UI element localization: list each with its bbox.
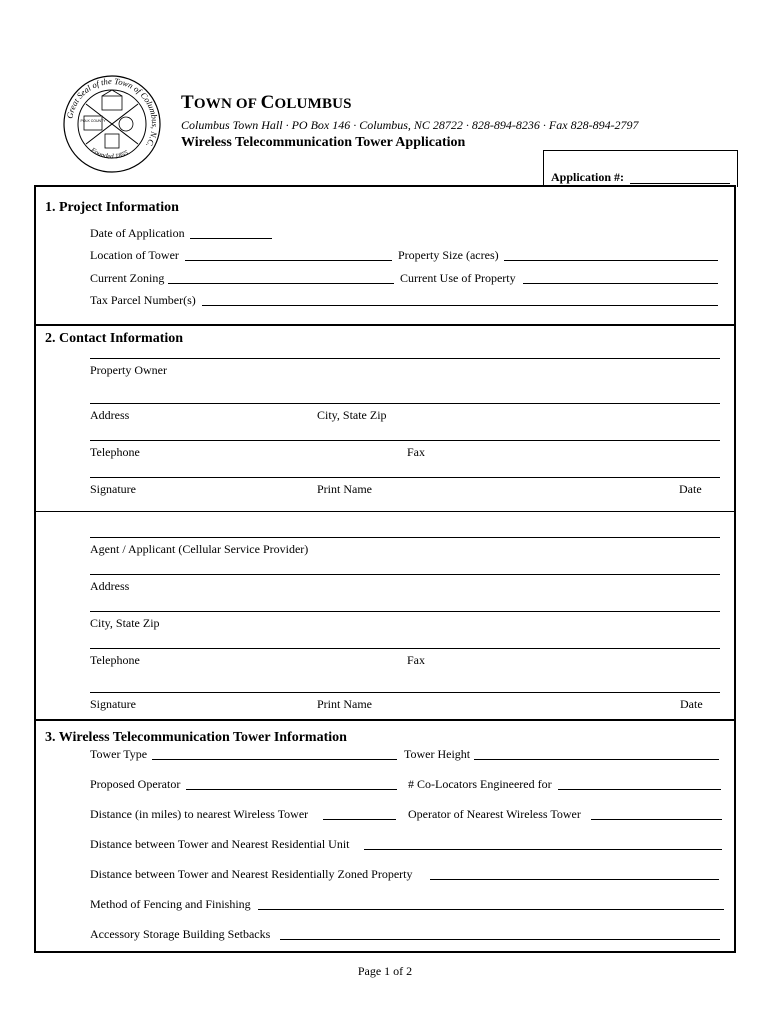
svg-text:POLK COUNTY: POLK COUNTY (80, 119, 106, 123)
owner-signature-label: Signature (90, 482, 136, 496)
current-use-field[interactable] (523, 283, 718, 284)
agent-signature-field[interactable] (90, 692, 720, 693)
application-number-label: Application #: (551, 170, 625, 184)
svg-text:Founded 1855: Founded 1855 (89, 145, 130, 161)
distance-nearest-tower-label: Distance (in miles) to nearest Wireless Tower (90, 807, 309, 821)
distance-nearest-tower-field[interactable] (323, 819, 396, 820)
current-zoning-label: Current Zoning (90, 271, 165, 285)
co-locators-field[interactable] (558, 789, 721, 790)
agent-city-state-zip-field[interactable] (90, 611, 720, 612)
co-locators-label: # Co-Locators Engineered for (408, 777, 552, 791)
agent-city-state-zip-label: City, State Zip (90, 616, 160, 630)
dist-residential-unit-field[interactable] (364, 849, 722, 850)
operator-nearest-tower-field[interactable] (591, 819, 722, 820)
agent-address-field[interactable] (90, 574, 720, 575)
tax-parcel-label: Tax Parcel Number(s) (90, 293, 196, 307)
owner-telephone-label: Telephone (90, 445, 140, 459)
proposed-operator-label: Proposed Operator (90, 777, 181, 791)
agent-telephone-label: Telephone (90, 653, 140, 667)
property-owner-label: Property Owner (90, 363, 167, 377)
section-divider (34, 324, 736, 326)
operator-nearest-tower-label: Operator of Nearest Wireless Tower (408, 807, 581, 821)
current-zoning-field[interactable] (168, 283, 394, 284)
svg-text:Great Seal of the Town of Colu: Great Seal of the Town of Columbus, N.C. (64, 75, 161, 150)
property-size-field[interactable] (504, 260, 718, 261)
property-owner-field[interactable] (90, 358, 720, 359)
location-of-tower-field[interactable] (185, 260, 392, 261)
agent-signature-label: Signature (90, 697, 136, 711)
owner-city-state-zip-label: City, State Zip (317, 408, 387, 422)
agent-date-label: Date (680, 697, 703, 711)
tower-type-label: Tower Type (90, 747, 148, 761)
dist-residential-zoned-field[interactable] (430, 879, 719, 880)
proposed-operator-field[interactable] (186, 789, 397, 790)
fencing-method-field[interactable] (258, 909, 724, 910)
section-divider (34, 719, 736, 721)
owner-fax-label: Fax (407, 445, 425, 459)
section1-title: 1. Project Information (45, 200, 179, 215)
owner-address-field[interactable] (90, 403, 720, 404)
date-of-application-field[interactable] (190, 238, 272, 239)
owner-date-label: Date (679, 482, 702, 496)
form-title: Wireless Telecommunication Tower Application (181, 135, 466, 150)
section2-title: 2. Contact Information (45, 331, 184, 346)
title-part-2: OLUMBUS (274, 96, 352, 112)
title-first-letter: T (181, 92, 194, 113)
owner-address-label: Address (90, 408, 130, 422)
fencing-method-label: Method of Fencing and Finishing (90, 897, 251, 911)
dist-residential-zoned-label: Distance between Tower and Nearest Residentially Zoned Property (90, 867, 413, 881)
town-address-line: Columbus Town Hall · PO Box 146 · Columbus, NC 28722 · 828-894-8236 · Fax 828-894-2797 (181, 118, 639, 132)
owner-signature-field[interactable] (90, 477, 720, 478)
town-seal-logo (62, 74, 162, 174)
agent-fax-label: Fax (407, 653, 425, 667)
agent-applicant-label: Agent / Applicant (Cellular Service Provider) (90, 542, 309, 556)
tower-height-field[interactable] (474, 759, 719, 760)
owner-print-name-label: Print Name (317, 482, 372, 496)
section-divider (34, 511, 736, 512)
agent-address-label: Address (90, 579, 130, 593)
accessory-storage-field[interactable] (280, 939, 720, 940)
tower-type-field[interactable] (152, 759, 397, 760)
date-of-application-label: Date of Application (90, 226, 185, 240)
tower-height-label: Tower Height (404, 747, 471, 761)
owner-telephone-field[interactable] (90, 440, 720, 441)
title-c-letter: C (260, 92, 275, 113)
page-number: Page 1 of 2 (357, 964, 413, 978)
property-size-label: Property Size (acres) (398, 248, 499, 262)
application-number-field[interactable] (630, 183, 730, 184)
dist-residential-unit-label: Distance between Tower and Nearest Residential Unit (90, 837, 350, 851)
agent-print-name-label: Print Name (317, 697, 372, 711)
current-use-label: Current Use of Property (400, 271, 516, 285)
agent-applicant-field[interactable] (90, 537, 720, 538)
town-title (181, 92, 352, 114)
agent-telephone-field[interactable] (90, 648, 720, 649)
tax-parcel-field[interactable] (202, 305, 718, 306)
location-of-tower-label: Location of Tower (90, 248, 179, 262)
accessory-storage-label: Accessory Storage Building Setbacks (90, 927, 271, 941)
section3-title: 3. Wireless Telecommunication Tower Information (45, 730, 347, 745)
title-part-1: OWN OF (193, 96, 261, 112)
